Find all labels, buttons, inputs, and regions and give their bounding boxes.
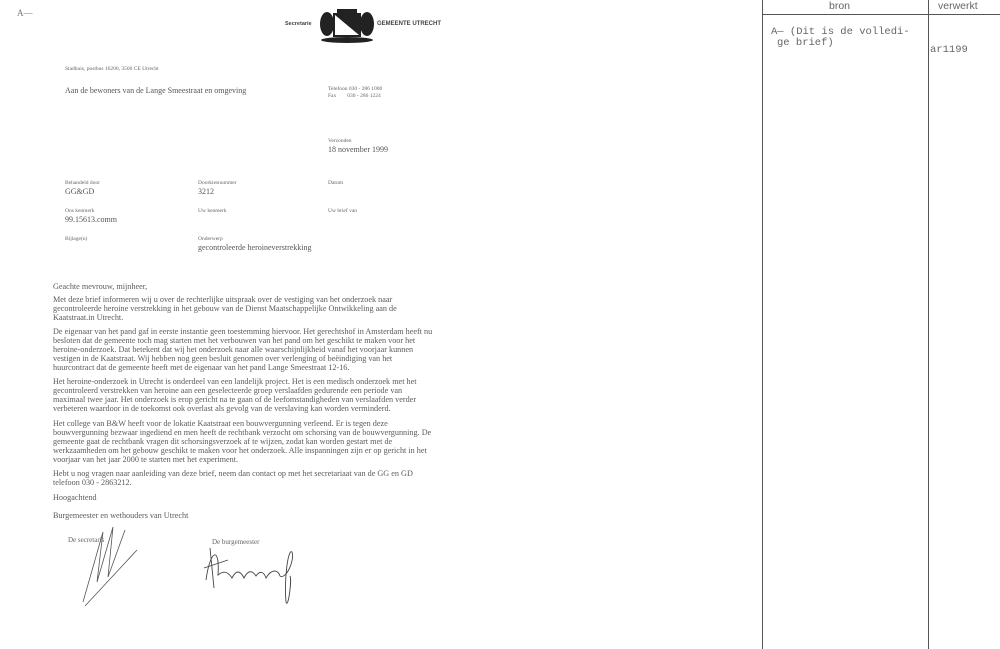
- fax: Fax 030 - 286 1224: [328, 93, 381, 99]
- subject: gecontroleerde heroineverstrekking: [198, 243, 312, 252]
- archive-divider-right: [928, 0, 929, 649]
- text-line: verbeteren waardoor in de toekomst ook overlast als gevolg van de verslaving kan worden verminderd.: [53, 404, 391, 413]
- secretary-signature: [75, 522, 145, 607]
- text-line: gecontroleerd verstrekken van heroine aan een geselecteerde groep verslaafden gedurende een periode van: [53, 386, 403, 395]
- margin-mark: A—: [17, 8, 33, 18]
- archive-header-rule: [762, 14, 1000, 15]
- paragraph-3: [53, 377, 417, 413]
- archive-source-line1: A— (Dit is de volledi-: [771, 26, 910, 38]
- text-line: Met deze brief informeren wij u over de rechterlijke uitspraak over de vestiging van het onderzoek naar: [53, 295, 393, 304]
- your-letter-label: Uw brief van: [328, 208, 358, 214]
- text-line: gemeente gaat de rechtbank vragen dit schorsingsverzoek af te wijzen, zodat kan worden gestart met de: [53, 437, 393, 446]
- handled-by-label: Behandeld door: [65, 180, 100, 186]
- recipient: Aan de bewoners van de Lange Smeestraat en omgeving: [65, 86, 247, 95]
- phone: Telefoon 030 - 286 1000: [328, 86, 383, 92]
- archive-processed-code: ar1199: [930, 44, 968, 56]
- text-line: Hebt u nog vragen naar aanleiding van deze brief, neem dan contact op met het secretariaat van de GG en GD: [53, 469, 413, 478]
- text-line: telefoon 030 - 2863212.: [53, 478, 132, 487]
- our-ref: 99.15613.comm: [65, 215, 117, 224]
- text-line: besloten dat de gemeente toch mag starten met het verbouwen van het pand om het geschikt te maken voor het: [53, 336, 416, 345]
- signatory: Burgemeester en wethouders van Utrecht: [53, 511, 189, 520]
- utrecht-coat-of-arms-logo: [319, 8, 375, 44]
- handled-by: GG&GD: [65, 187, 95, 196]
- text-line: maximaal twee jaar. Het onderzoek is erop gericht na te gaan of de leefomstandigheden van verslaafden verder: [53, 395, 417, 404]
- our-ref-label: Ons kenmerk: [65, 208, 95, 214]
- salutation: Geachte mevrouw, mijnheer,: [53, 282, 148, 291]
- attachments-label: Bijlage(n): [65, 236, 88, 242]
- sent-date: 18 november 1999: [328, 145, 388, 154]
- text-line: Het heroine-onderzoek in Utrecht is onderdeel van een landelijk project. Het is een medisch onderzoek met het: [53, 377, 417, 386]
- sign-left-label: De secretaris: [68, 536, 105, 544]
- archive-source-line2: ge brief): [777, 37, 834, 49]
- text-line: huurcontract dat de gemeente heeft met de eigenaar van het pand Lange Smeestraat 12-16.: [53, 363, 350, 372]
- text-line: De eigenaar van het pand gaf in eerste instantie geen toestemming hiervoor. Het gerechtshof in Amsterdam heeft nu: [53, 327, 433, 336]
- sent-label: Verzonden: [328, 138, 352, 144]
- closing: Hoogachtend: [53, 493, 97, 502]
- text-line: Kaatstraat.in Utrecht.: [53, 313, 124, 322]
- extension-label: Doorkiesnummer: [198, 180, 237, 186]
- text-line: Het college van B&W heeft voor de lokatie Kaatstraat een bouwvergunning verleend. Er is tegen deze: [53, 419, 388, 428]
- extension: 3212: [198, 187, 214, 196]
- letterhead-org: GEMEENTE UTRECHT: [377, 21, 442, 27]
- archive-col-processed: verwerkt: [938, 0, 978, 12]
- sign-right-label: De burgemeester: [212, 538, 260, 546]
- paragraph-5: [53, 469, 413, 487]
- paragraph-1: [53, 295, 397, 322]
- archive-col-source: bron: [829, 0, 851, 12]
- your-ref-label: Uw kenmerk: [198, 208, 227, 214]
- subject-label: Onderwerp: [198, 236, 223, 242]
- archive-divider-left: [762, 0, 763, 649]
- text-line: heroine-onderzoek. Dat betekent dat wij het onderzoek naar alle waarschijnlijkheid vanaf het voorjaar kunnen: [53, 345, 414, 354]
- letterhead-dept: Secretarie: [285, 21, 312, 27]
- text-line: bouwvergunning bezwaar ingediend en men heeft de rechtbank verzocht om schorsing van de bouwvergunning. De: [53, 428, 432, 437]
- text-line: werkzaamheden om het gebouw geschikt te maken voor het onderzoek. Alle inspanningen zijn er op gericht in het: [53, 446, 427, 455]
- text-line: vestigen in de Kaatstraat. Wij hebben nog geen besluit genomen over verlenging of beëindiging van het: [53, 354, 393, 363]
- text-line: voorjaar van het jaar 2000 te starten met het experiment.: [53, 455, 239, 464]
- sender-address: Stadhuis, postbus 16200, 3500 CE Utrecht: [65, 66, 159, 72]
- mayor-signature: [200, 540, 310, 610]
- date-label: Datum: [328, 180, 343, 186]
- paragraph-2: [53, 327, 432, 372]
- paragraph-4: [53, 419, 431, 464]
- text-line: gecontroleerde heroine verstrekking in het gebouw van de Dienst Maatschappelijke Ontwikkeling aan de: [53, 304, 397, 313]
